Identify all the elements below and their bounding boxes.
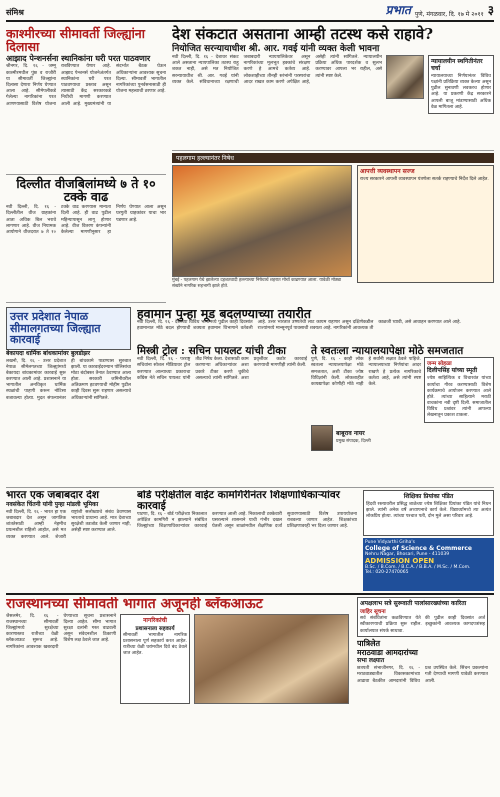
notice-body: सर्व संबंधितांना कळविण्यात येते की पुढील काही दिवसांत अर्ज स्वीकारण्याची प्रक्रिया सुरू राहील. इच्छुकांनी आवश्यक कागदपत्रांसह कार्यालयात संपर्क साधावा. (360, 616, 485, 634)
left-column-top (6, 25, 166, 305)
gavai-photo (386, 55, 424, 99)
rajasthan-box (120, 614, 190, 704)
newspaper-logo: प्रभात (385, 3, 411, 17)
profile-body: ज्येष्ठ साहित्यिक व विचारवंत यांच्या कार्याचा गौरव करण्यासाठी विशेष कार्यक्रमाचे आयोजन करण्यात आले होते. त्यांच्या साहित्याने मराठी वाचकांना नवी दृष्टी दिली. समाजातील विविध प्रश्नांवर त्यांनी आपल्या लेखनातून प्रकाश टाकला. (427, 376, 491, 419)
section-label: संमिश्र (6, 8, 24, 17)
college-ad[interactable] (363, 538, 494, 591)
author-avatar (311, 425, 333, 451)
emergency-subhead: नियोजित सरन्यायाधीश श्री. आर. गवई यांनी व्यक्त केली भावना (172, 43, 380, 54)
sidebar-body: न्यायालयाच्या निर्णयानंतर विविध पक्षांनी प्रतिक्रिया व्यक्त केल्या असून पुढील सुनावणी लवकरच होणार आहे. या प्रकरणी केंद्र सरकारने आपली बाजू मांडण्यासाठी अधिक वेळ मागितला आहे. (431, 73, 491, 110)
middle-row (6, 307, 494, 485)
shiksha-subhead: नवसंकेत चिंतनी यांनी पुन्हा मांडली भूमिका (6, 501, 99, 509)
lower-row (6, 487, 494, 591)
protest-photo-block (172, 165, 352, 295)
troll-article (137, 346, 307, 476)
college-org: Pune Vidyarthi Griha's (365, 540, 415, 545)
nepal-subhead: बेकायदा धार्मिक बांधकामांवर बुलडोझर (6, 349, 91, 357)
college-admission-headline: ADMISSION OPEN (365, 557, 435, 565)
rajasthan-box-body: सीमावर्ती भागातील नागरिक प्रशासनाला पूर्ण सहकार्य करत आहेत. रात्रीच्या वेळी घरांमधील दिवे बंद ठेवले जात आहेत. (123, 632, 187, 657)
college-name: College of Science & Commerce (365, 545, 472, 552)
nepal-continued (6, 490, 131, 591)
kashmir-headline: काश्मीरच्या सीमावर्ती जिल्ह्यांना दिलासा (6, 26, 145, 55)
bottom-row (6, 593, 494, 779)
delhi-article (6, 175, 166, 303)
right-lower (363, 490, 494, 591)
emergency-headline: देश संकटात असताना आम्ही तटस्थ कसे राहावे? (172, 25, 433, 43)
profile-kicker: जन्म सोहळा (427, 361, 452, 368)
obituary-title: शिक्षिका प्रियांका पंडित (403, 493, 454, 500)
kashmir-subhead: आझाद पेन्शनर्सना स्थानिकांना घरी परत पाठवणार (6, 53, 151, 64)
rajasthan-photo (194, 614, 349, 704)
obituary-body: हिंदवी रस्त्यावरील प्रसिद्ध शाळेच्या ज्येष्ठ शिक्षिका प्रियांका पंडित यांचे निधन झाले. त्यांनी अनेक वर्षे अध्यापनाचे कार्य केले. विद्यार्थ्यांमध्ये त्या अत्यंत लोकप्रिय होत्या. त्यांच्या पश्चात पती, दोन मुले असा परिवार आहे. (366, 501, 491, 520)
troll-headline: मिस्त्री ट्रोल : सचिन पायलट यांची टीका (137, 345, 287, 358)
board-headline: बोर्ड परीक्षेतील वाईट कामगिरीनंतर शिक्षणाधिकाऱ्यांवर कारवाई (137, 490, 340, 513)
hawaman-aside-body: राज्य सरकारने आपत्ती व्यवस्थापन यंत्रणेला सतर्क राहण्याचे निर्देश दिले आहेत. (360, 176, 489, 182)
author-byline (311, 425, 494, 451)
profile-column (424, 357, 494, 423)
author-name: बाबूराव नायर (336, 430, 365, 438)
masthead-right (386, 1, 494, 18)
emergency-sidebar (428, 55, 494, 114)
college-courses: B.Sc. / B.Com. / B.C.A. / B.B.A. / M.Sc. / M.Com. (365, 565, 471, 570)
nepal-body: लखनौ, दि. १६ - उत्तर प्रदेशात नेपाळ सीमेलगतच्या जिल्ह्यांमध्ये बेकायदा बांधकामांवर कारवाई सुरू करण्यात आली आहे. प्रशासनाने या भागातील अनधिकृत धार्मिक स्थळांची पाहणी करून नोटिसा बजावल्या होत्या. मुदत संपल्यानंतर ही बांधकामे पाडण्यास सुरुवात झाली. या कारवाईदरम्यान पोलिसांचा मोठा बंदोबस्त तैनात ठेवण्यात आला होता. सरकारी जमिनीवरील अतिक्रमण हटवण्याची मोहीम पुढील काही दिवस सुरू राहणार असल्याचे अधिकाऱ्यांनी सांगितले. (6, 358, 131, 401)
notice-title: अपक्षलाभ सत्रे सुरूवाती पालांसारख्यांच्या कारिता (360, 600, 467, 607)
rajasthan-headline: राजस्थानच्या सीमावर्ती भागात अजूनही ब्लॅकआऊट (6, 597, 263, 612)
bottom-right-column (357, 597, 488, 779)
notice-ad (357, 597, 488, 637)
court-headline: ते स्वतःला न्यायालयापेक्षा मोठे समजतात (311, 345, 464, 358)
rajasthan-box-sub: प्रशासनाला सहकार्य (135, 625, 175, 632)
marathwada-subhead: सभा लक्ष्यात (357, 657, 385, 665)
issue-date: पुणे, मंगळवार, दि. १७ मे २०११ (414, 11, 484, 18)
notice-section: पात्रिलेत (357, 638, 381, 648)
hawaman-aside (357, 165, 494, 283)
delhi-body: नवी दिल्ली, दि. १६ - दिल्लीतील वीज ग्राहकांना आता अधिक बिल भरावे लागणार आहे. वीज नियामक आयोगाने वीजदरात ७ ते १० टक्के वाढ करण्यास मान्यता दिली आहे. ही वाढ पुढील महिन्यापासून लागू होणार आहे. वीज वितरण कंपन्यांनी केलेल्या मागणीनुसार हा निर्णय घेण्यात आला असून घरगुती ग्राहकांवर याचा भार पडणार आहे. (6, 205, 166, 235)
kashmir-body: श्रीनगर, दि. १६ - जम्मू काश्मीरमधील पुंछ व राजौरी या सीमावर्ती जिल्ह्यांना दिलासा देणारा निर्णय घेण्यात आला आहे. सीमेपलीकडे गेलेल्या नागरिकांना परत आणण्यासाठी विशेष योजना राबविण्यात येणार आहे. आझाद पेन्शनर्स योजनेअंतर्गत स्थानिकांना घरी परत पाठवण्याचा प्रस्ताव असून त्यासाठी केंद्र सरकारकडे निधीची मागणी करण्यात आली आहे. मुख्यमंत्र्यांनी या संदर्भात बैठक घेऊन अधिकाऱ्यांना आवश्यक सूचना दिल्या. सीमावर्ती भागातील नागरिकांच्या पुनर्वसनासाठी ही योजना महत्त्वाची ठरणार आहे. (6, 64, 166, 107)
troll-body: नवी दिल्ली, दि. १६ - परराष्ट्र सचिवांना सोशल मीडियावर ट्रोल करण्यात आल्याच्या प्रकाराचा काँग्रेस नेते सचिन पायलट यांनी तीव्र निषेध केला. देशासाठी काम करणाऱ्या अधिकाऱ्यांवर अशा प्रकारे टीका करणे चुकीचे असल्याचे त्यांनी सांगितले. अशा प्रवृत्तींवर कठोर कारवाई करण्याची मागणीही त्यांनी केली. (137, 357, 307, 381)
nepal-headline: उत्तर प्रदेशात नेपाळ सीमालगतच्या जिल्ह्यात कारवाई (10, 310, 101, 347)
rajasthan-box-title: नागरिकांची (143, 616, 167, 624)
emergency-body: नवी दिल्ली, दि. १६ - देशावर संकट आले असताना न्यायपालिका तटस्थ राहू शकत नाही, असे मत नियोजित सरन्यायाधीश श्री. आर. गवई यांनी व्यक्त केले. संविधानाच्या रक्षणाची जबाबदारी न्यायपालिकेवर असून नागरिकांच्या मूलभूत हक्कांचे संरक्षण करणे हे आमचे कर्तव्य आहे. लोकशाहीच्या तीनही स्तंभांनी परस्परांचा आदर राखत काम करणे अपेक्षित आहे, असेही त्यांनी सांगितले. न्यायालयीन प्रक्रिया अधिक पारदर्शक व सुलभ करण्यावर आपला भर राहील, असे त्यांनी स्पष्ट केले. (172, 55, 382, 85)
marathwada-headline: मराठवाडा आमदारांच्या (357, 648, 418, 658)
sidebar-title: न्यायालयीन स्थगितीनंतर चर्चा (431, 58, 483, 72)
top-row (6, 25, 494, 305)
delhi-headline: दिल्लीत वीजबिलांमध्ये ७ ते १० टक्के वाढ (16, 176, 156, 205)
board-article (137, 490, 357, 591)
court-article (311, 346, 494, 476)
college-phone: Tel.: 020-27470065 (365, 570, 409, 575)
author-role: प्रमुख संपादक, दिल्ली (336, 439, 371, 445)
shiksha-body: नवी दिल्ली, दि. १६ - भारत हा एक जबाबदार देश असून जागतिक शांततेसाठी आम्ही नेहमीच प्रयत्नशील राहिलो आहोत, असे मत व्यक्त करण्यात आले. शेजारी राष्ट्रांशी सलोख्याचे संबंध ठेवण्यास भारताचे प्राधान्य आहे. मात्र देशाच्या सुरक्षेशी तडजोड केली जाणार नाही, असेही स्पष्ट करण्यात आले. (6, 509, 131, 540)
nepal-article (6, 307, 131, 485)
rajasthan-article (6, 597, 351, 779)
rajasthan-body: जैसलमेर, दि. १६ - राजस्थानच्या सीमावर्ती जिल्ह्यांमध्ये सुरक्षेच्या कारणास्तव रात्रीच्या वेळी ब्लॅकआऊट सुरूच आहे. नागरिकांना आवश्यक खबरदारी घेण्याच्या सूचना प्रशासनाने दिल्या आहेत. सीमा भागात सुरक्षा दलांनी गस्त वाढवली असून संवेदनशील ठिकाणी विशेष लक्ष ठेवले जात आहे. (6, 613, 116, 650)
profile-title: दिलीपसिंह यांच्या स्मृती (427, 367, 478, 375)
obituary-box (363, 490, 494, 536)
hawaman-headline: हवामान पुन्हा मूड बदलण्याच्या तयारीत (137, 307, 311, 321)
photo-strip-label: पहलगाम हल्ल्यानंतर निषेध (172, 153, 494, 163)
marathwada-body: छत्रपती संभाजीनगर, दि. १६ - मराठवाड्यातील विकासकामांच्या आढावा बैठकीत आमदारांनी विविध प्रश्न उपस्थित केले. सिंचन प्रकल्पांना गती देण्याची मागणी यावेळी करण्यात आली. (357, 666, 488, 684)
emergency-article (172, 25, 494, 151)
masthead (6, 4, 494, 22)
page-number: ३ (487, 3, 494, 17)
kashmir-article (6, 25, 166, 175)
hawaman-body: नवी दिल्ली, दि. १६ - देशाच्या विविध भागांमध्ये पुढील काही दिवसांत हवामानात मोठे बदल होण्याची शक्यता हवामान विभागाने वर्तवली आहे. उत्तर भारतात उष्णतेची लाट कायम राहणार असून दक्षिणेकडील राज्यांमध्ये मान्सूनपूर्व पावसाची शक्यता आहे. नागरिकांनी आवश्यक ती काळजी घ्यावी, असे आवाहन करण्यात आले आहे. (137, 320, 461, 332)
protest-photo-caption: मुंबई - पहलगाम येथे झालेल्या दहशतवादी हल्ल्याच्या निषेधार्थ शहरात मोर्चा काढण्यात आला. यावेळी मोठ्या संख्येने नागरिक सहभागी झाले होते. (172, 278, 342, 289)
court-body: पुणे, दि. १६ - काही लोक स्वतःला न्यायालयापेक्षा मोठे समजतात, अशी टीका ज्येष्ठ विधिज्ञांनी केली. लोकशाहीत कायद्यापेक्षा कोणीही मोठे नाही हे सर्वांनी लक्षात ठेवले पाहिजे. न्यायालयाच्या निर्णयांचा आदर राखणे हे प्रत्येक नागरिकाचे कर्तव्य आहे, असे त्यांनी स्पष्ट केले. (311, 357, 421, 387)
shiksha-headline: भारत एक जबाबदार देश (6, 490, 100, 501)
protest-photo (172, 165, 352, 277)
board-body: पाटणा, दि. १६ - बोर्ड परीक्षेच्या निकालात अपेक्षित कामगिरी न झाल्याने संबंधित जिल्ह्यांच्या शिक्षणाधिकाऱ्यांवर कारवाई करण्यात आली आहे. निकालाची टक्केवारी घसरल्याने शासनाने याची गंभीर दखल घेतली असून शाळांमधील शैक्षणिक दर्जा सुधारण्यासाठी विशेष उपाययोजना राबवल्या जाणार आहेत. शिक्षकांच्या प्रशिक्षणावरही भर दिला जाणार आहे. (137, 512, 357, 530)
hawaman-article (357, 165, 494, 295)
hawaman-aside-title: आपत्ती व्यवस्थापन सज्ज (360, 168, 415, 175)
right-column-top (172, 25, 494, 305)
notice-sub: जाहिर सूचना (360, 608, 386, 615)
middle-right (137, 307, 494, 485)
college-address: Nehru Nagar, Bhosari, Pune - 411039 (365, 552, 450, 557)
